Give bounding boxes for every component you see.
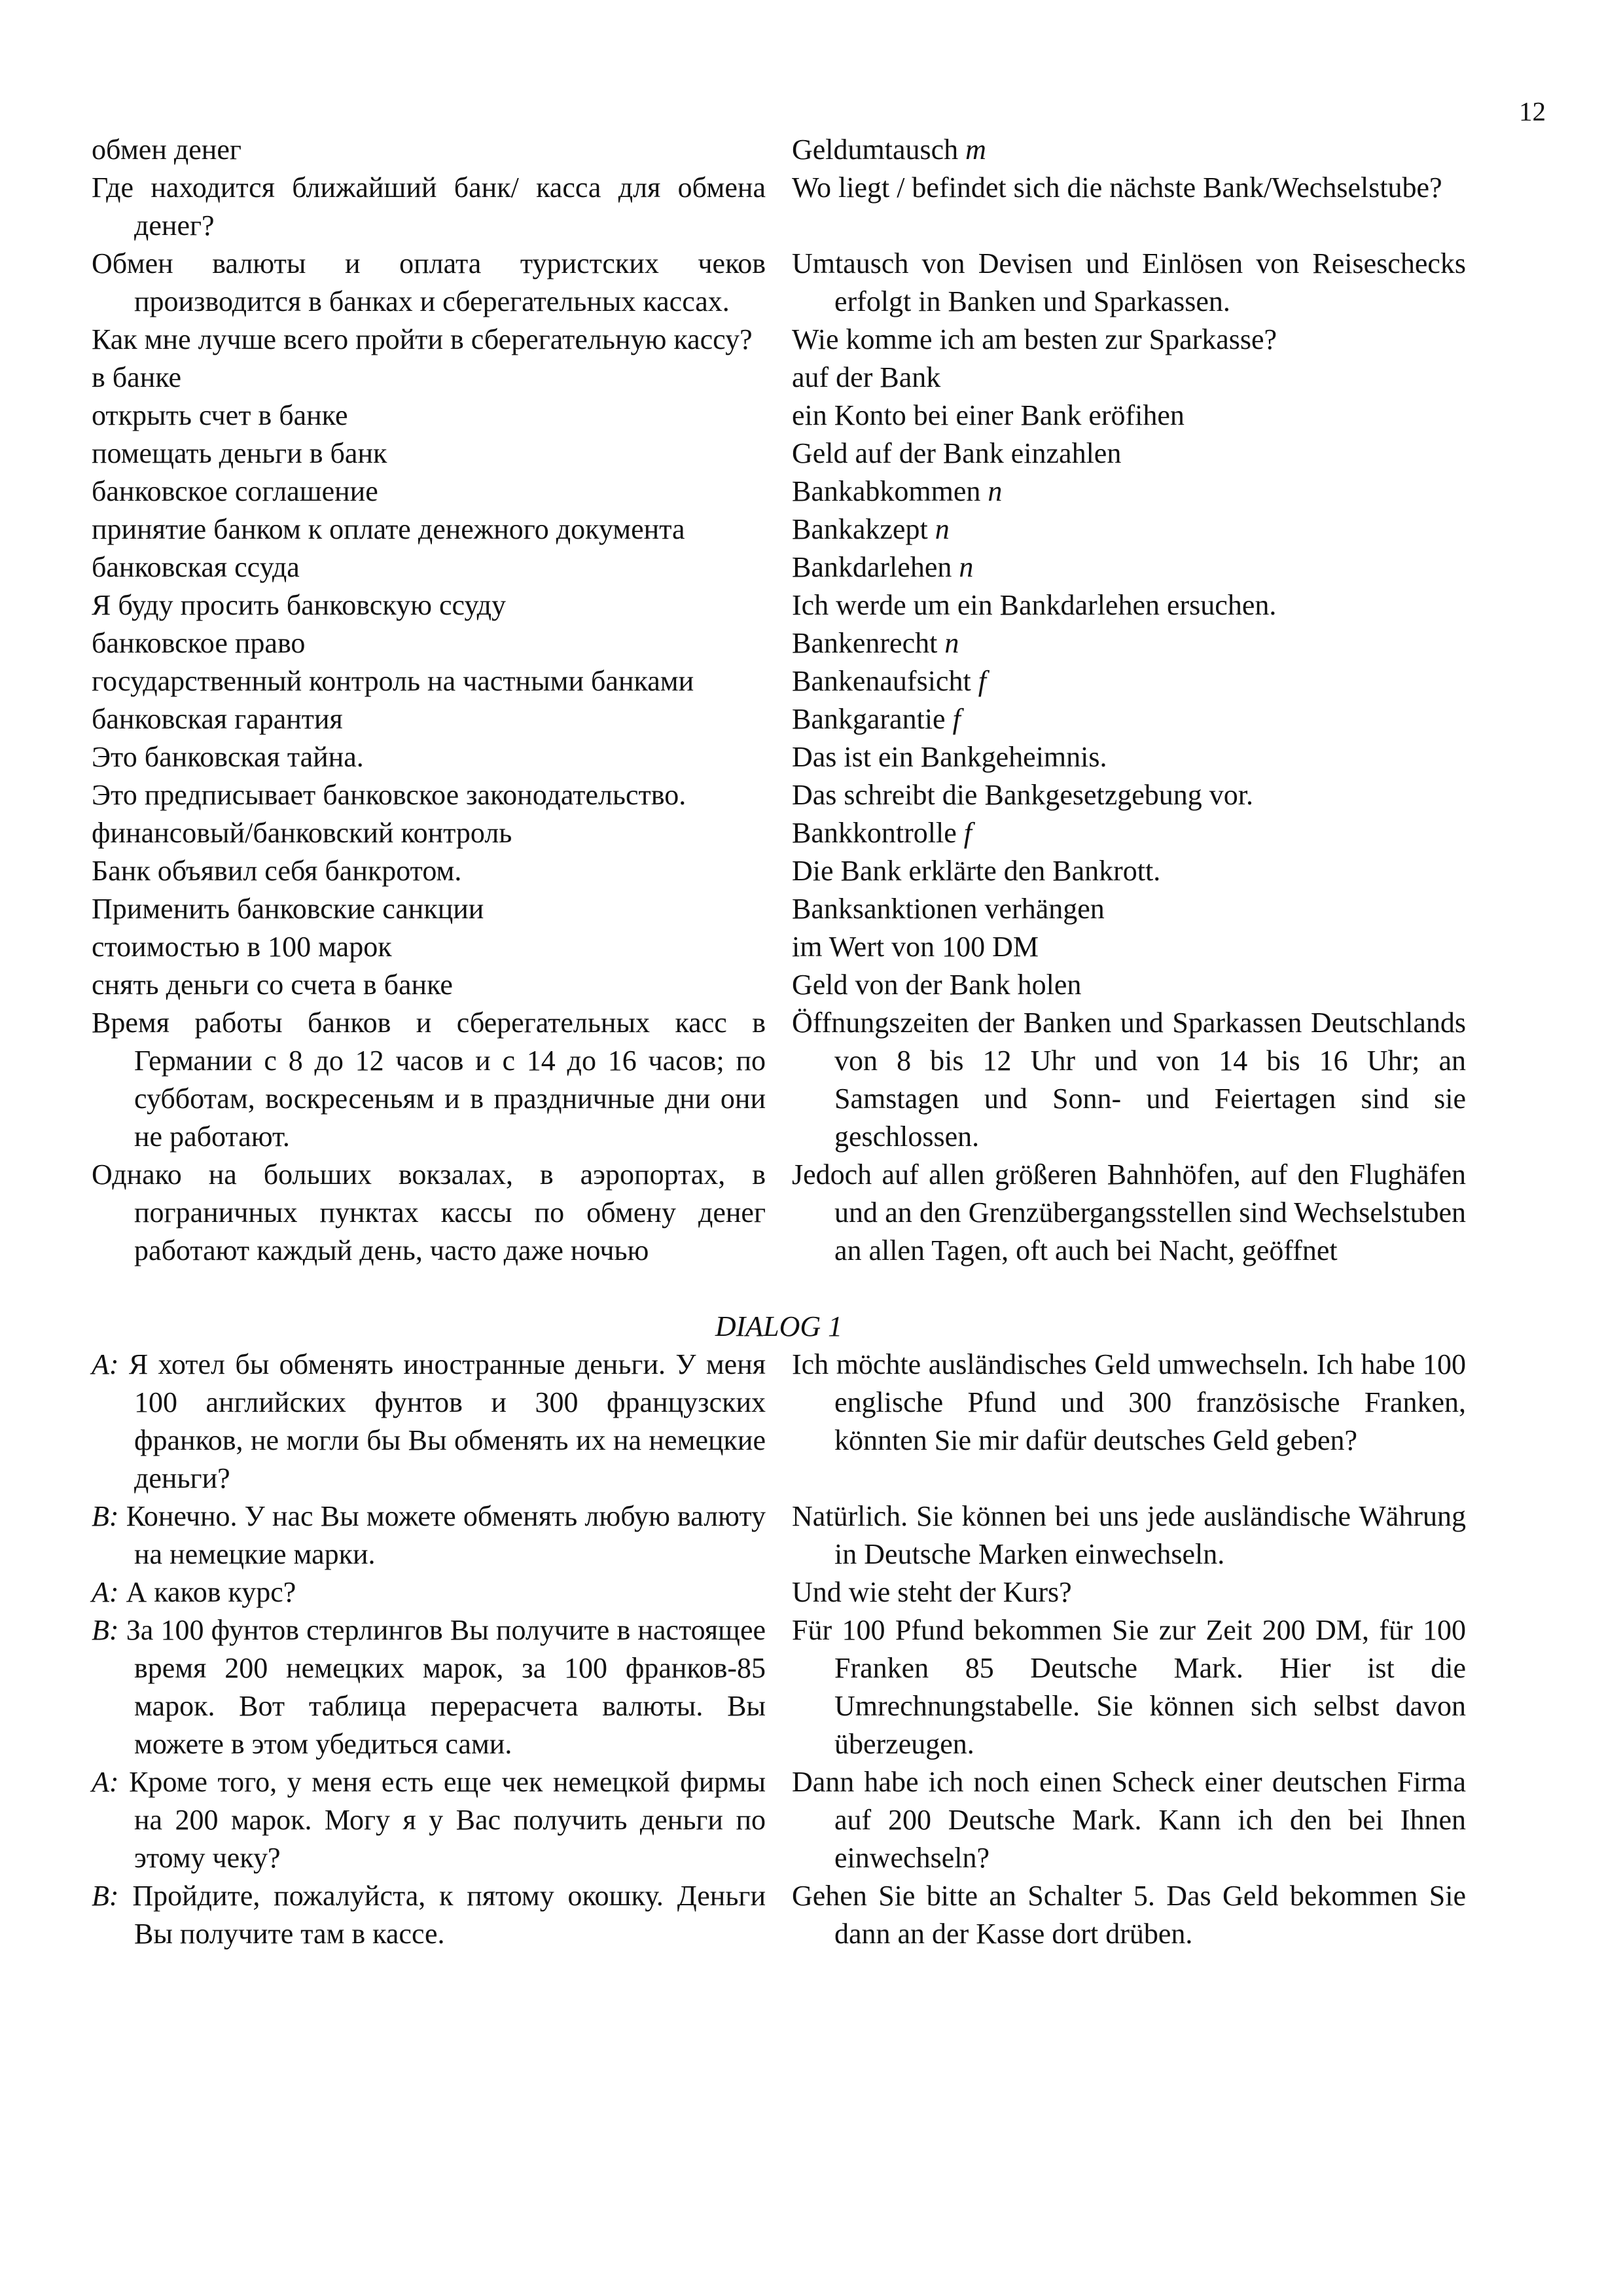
vocab-row (92, 1156, 1466, 1270)
dialog-german: Und wie steht der Kurs? (792, 1576, 1072, 1608)
dialog-russian: A: А каков курс? (92, 1576, 296, 1608)
german-term: im Wert von 100 DM (792, 931, 1039, 963)
vocab-row (92, 131, 1466, 169)
dialog-german: Natürlich. Sie können bei uns jede ausländische Währung in Deutsche Marken einwechseln. (792, 1500, 1466, 1570)
vocab-row (92, 700, 1466, 738)
russian-term: Где находится ближайший банк/ касса для обмена денег? (92, 171, 766, 242)
dialog-row (92, 1763, 1466, 1877)
page-content (92, 131, 1466, 1953)
vocab-row (92, 662, 1466, 700)
russian-term: Это банковская тайна. (92, 741, 364, 773)
russian-term: в банке (92, 361, 182, 393)
german-term: Geldumtausch m (792, 134, 986, 166)
russian-term: финансовый/банковский контроль (92, 817, 512, 849)
russian-term: банковская ссуда (92, 551, 300, 583)
german-term: Bankenaufsicht f (792, 665, 986, 697)
german-term: Umtausch von Devisen und Einlösen von Reiseschecks erfolgt in Banken und Sparkassen. (792, 247, 1466, 317)
dialog-row (92, 1346, 1466, 1498)
dialog-russian: A: Кроме того, у меня есть еще чек немецкой фирмы на 200 марок. Могу я у Вас получить деньги по этому чеку? (92, 1766, 766, 1874)
russian-term: государственный контроль на частными банками (92, 665, 694, 697)
vocab-row (92, 966, 1466, 1004)
russian-term: Обмен валюты и оплата туристских чеков производится в банках и сберегательных кассах. (92, 247, 766, 317)
vocab-row (92, 852, 1466, 890)
gender-marker: f (963, 817, 972, 849)
speaker-label: A: (92, 1348, 119, 1380)
dialog-row (92, 1611, 1466, 1763)
german-term: Das schreibt die Bankgesetzgebung vor. (792, 779, 1254, 811)
vocab-row (92, 624, 1466, 662)
speaker-label: B: (92, 1614, 119, 1646)
vocab-row (92, 738, 1466, 776)
german-term: Wie komme ich am besten zur Sparkasse? (792, 323, 1277, 355)
dialog-list (92, 1346, 1466, 1953)
german-term: Bankkontrolle f (792, 817, 972, 849)
russian-term: Это предписывает банковское законодательство. (92, 779, 687, 811)
german-term: Bankabkommen n (792, 475, 1003, 507)
vocab-row (92, 245, 1466, 321)
russian-term: Банк объявил себя банкротом. (92, 855, 462, 887)
vocab-row (92, 435, 1466, 473)
speaker-label: B: (92, 1500, 119, 1532)
gender-marker: f (952, 703, 961, 735)
vocab-row (92, 511, 1466, 548)
speaker-label: B: (92, 1880, 119, 1912)
vocabulary-list (92, 131, 1466, 1270)
speaker-label: A: (92, 1766, 119, 1798)
dialog-row (92, 1498, 1466, 1573)
russian-term: Время работы банков и сберегательных касс в Германии с 8 до 12 часов и с 14 до 16 часов; по субботам, воскресеньям и в праздничные дни они не работают. (92, 1007, 766, 1153)
german-term: Bankdarlehen n (792, 551, 974, 583)
vocab-row (92, 473, 1466, 511)
vocab-row (92, 359, 1466, 397)
vocab-row (92, 928, 1466, 966)
german-term: Bankgarantie f (792, 703, 961, 735)
russian-term: помещать деньги в банк (92, 437, 387, 469)
russian-term: Я буду просить банковскую ссуду (92, 589, 507, 621)
gender-marker: f (978, 665, 986, 697)
russian-term: банковское право (92, 627, 306, 659)
german-term: Bankenrecht n (792, 627, 959, 659)
vocab-row (92, 169, 1466, 245)
german-term: Bankakzept n (792, 513, 950, 545)
gender-marker: n (944, 627, 959, 659)
dialog-german: Dann habe ich noch einen Scheck einer deutschen Firma auf 200 Deutsche Mark. Kann ich den bei Ihnen einwechseln? (792, 1766, 1466, 1874)
page-number: 12 (1519, 96, 1546, 126)
german-term: Banksanktionen verhängen (792, 893, 1105, 925)
russian-term: обмен денег (92, 134, 241, 166)
russian-term: открыть счет в банке (92, 399, 348, 431)
german-term: Öffnungszeiten der Banken und Sparkassen Deutschlands von 8 bis 12 Uhr und von 14 bis 16 Uhr; an Samstagen und Sonn- und Feiertagen sind sie geschlossen. (792, 1007, 1466, 1153)
vocab-row (92, 548, 1466, 586)
gender-marker: n (935, 513, 950, 545)
dialog-row (92, 1877, 1466, 1953)
dialog-russian: A: Я хотел бы обменять иностранные деньги. У меня 100 английских фунтов и 300 французских франков, не могли бы Вы обменять их на немецкие деньги? (92, 1348, 766, 1494)
gender-marker: m (965, 134, 986, 166)
vocab-row (92, 776, 1466, 814)
gender-marker: n (959, 551, 974, 583)
russian-term: Как мне лучше всего пройти в сберегательную кассу? (92, 323, 753, 355)
dialog-russian: B: Конечно. У нас Вы можете обменять любую валюту на немецкие марки. (92, 1500, 766, 1570)
dialog-row (92, 1573, 1466, 1611)
vocab-row (92, 321, 1466, 359)
russian-term: Применить банковские санкции (92, 893, 484, 925)
russian-term: снять деньги со счета в банке (92, 969, 453, 1001)
german-term: auf der Bank (792, 361, 941, 393)
russian-term: стоимостью в 100 марок (92, 931, 392, 963)
german-term: Wo liegt / befindet sich die nächste Bank/Wechselstube? (792, 171, 1442, 204)
vocab-row (92, 1004, 1466, 1156)
german-term: Ich werde um ein Bankdarlehen ersuchen. (792, 589, 1277, 621)
speaker-label: A: (92, 1576, 119, 1608)
vocab-row (92, 397, 1466, 435)
german-term: Geld von der Bank holen (792, 969, 1082, 1001)
german-term: Das ist ein Bankgeheimnis. (792, 741, 1107, 773)
russian-term: банковское соглашение (92, 475, 378, 507)
russian-term: принятие банком к оплате денежного документа (92, 513, 685, 545)
vocab-row (92, 814, 1466, 852)
german-term: Jedoch auf allen größeren Bahnhöfen, auf den Flughäfen und an den Grenzübergangsstellen sind Wechselstuben an allen Tagen, oft auch bei Nacht, geöffnet (792, 1158, 1466, 1266)
german-term: ein Konto bei einer Bank eröfihen (792, 399, 1185, 431)
vocab-row (92, 586, 1466, 624)
russian-term: Однако на больших вокзалах, в аэропортах, в пограничных пунктах кассы по обмену денег работают каждый день, часто даже ночью (92, 1158, 766, 1266)
russian-term: банковская гарантия (92, 703, 343, 735)
german-term: Die Bank erklärte den Bankrott. (792, 855, 1161, 887)
gender-marker: n (988, 475, 1003, 507)
dialog-german: Für 100 Pfund bekommen Sie zur Zeit 200 DM, für 100 Franken 85 Deutsche Mark. Hier ist die Umrechnungstabelle. Sie können sich selbst davon überzeugen. (792, 1614, 1466, 1760)
dialog-german: Ich möchte ausländisches Geld umwechseln. Ich habe 100 englische Pfund und 300 französische Franken, könnten Sie mir dafür deutsches Geld geben? (792, 1348, 1466, 1456)
dialog-title: DIALOG 1 (715, 1310, 843, 1342)
dialog-russian: B: Пройдите, пожалуйста, к пятому окошку. Деньги Вы получите там в кассе. (92, 1880, 766, 1950)
dialog-russian: B: За 100 фунтов стерлингов Вы получите в настоящее время 200 немецких марок, за 100 франков-85 марок. Вот таблица перерасчета валюты. Вы можете в этом убедиться сами. (92, 1614, 766, 1760)
dialog-german: Gehen Sie bitte an Schalter 5. Das Geld bekommen Sie dann an der Kasse dort drüben. (792, 1880, 1466, 1950)
vocab-row (92, 890, 1466, 928)
german-term: Geld auf der Bank einzahlen (792, 437, 1122, 469)
